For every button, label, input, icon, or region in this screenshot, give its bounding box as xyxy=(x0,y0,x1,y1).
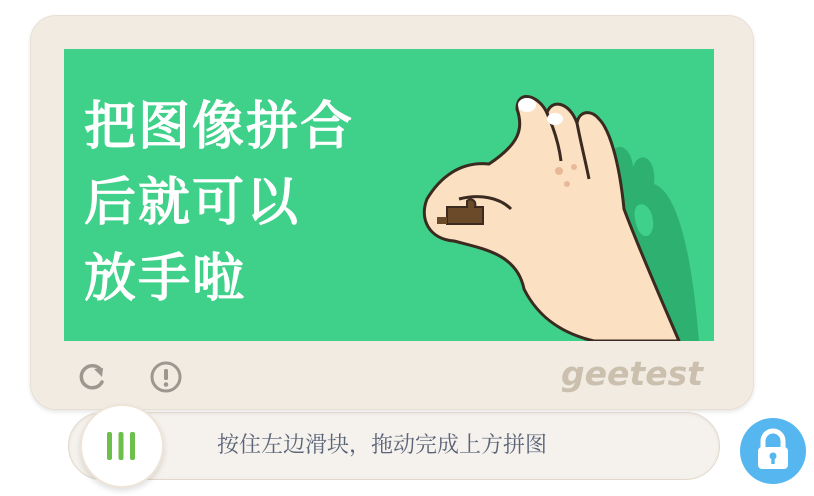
lock-button[interactable] xyxy=(740,418,806,484)
puzzle-instruction xyxy=(84,89,354,317)
hand-illustration xyxy=(399,49,714,341)
info-icon[interactable] xyxy=(149,360,183,394)
instruction-line-2: 后就可以 xyxy=(84,173,301,233)
grip-bars-icon xyxy=(105,430,137,462)
puzzle-image xyxy=(64,49,714,341)
slider-knob[interactable] xyxy=(80,404,164,488)
instruction-line-3: 放手啦 xyxy=(84,249,247,309)
instruction-line-1: 把图像拼合 xyxy=(84,97,355,157)
brand-logo: geetest xyxy=(561,354,703,393)
refresh-icon[interactable] xyxy=(75,360,109,394)
captcha-card xyxy=(30,15,754,410)
slider-instruction: 按住左边滑块，拖动完成上方拼图 xyxy=(217,433,548,458)
lock-icon xyxy=(740,418,806,484)
slider-track[interactable] xyxy=(68,412,720,480)
